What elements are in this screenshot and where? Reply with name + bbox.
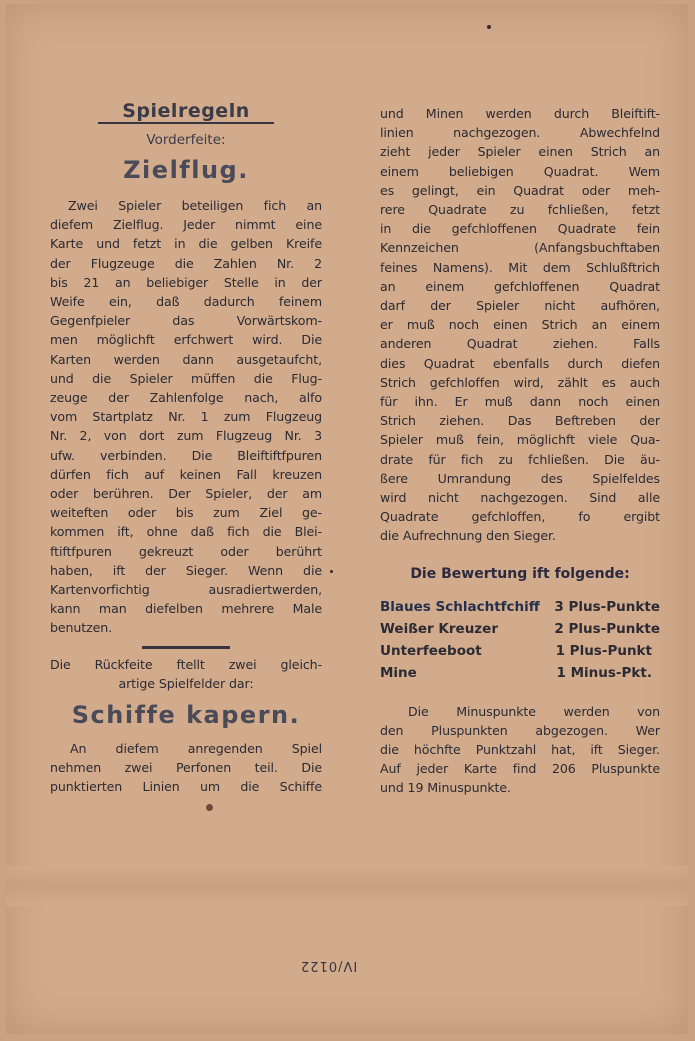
text-line: und Minen werden durch Bleiftift- [380, 106, 660, 121]
text-line: wird nicht nachgezogen. Sind alle [380, 490, 660, 506]
scoring-row [380, 596, 660, 618]
ink-spot [206, 804, 213, 811]
text-line: anderen Quadrat ziehen. Falls [380, 336, 660, 352]
ink-spot [330, 570, 333, 573]
text-line: punktierten Linien um die Schiffe [50, 779, 322, 795]
rules-title: Spielregeln [122, 100, 250, 122]
text-line: und 19 Minuspunkte. [380, 780, 511, 796]
text-line: linien nachgezogen. Abwechfelnd [380, 125, 660, 141]
game2-rules-start [50, 739, 322, 797]
text-line: feines Namens). Mit dem Schlußftrich [380, 259, 660, 275]
fold-crease [6, 866, 688, 906]
text-line: nehmen zwei Perfonen teil. Die [50, 760, 322, 776]
text-line: es gelingt, ein Quadrat oder meh- [380, 182, 660, 198]
text-line: vom Startplatz Nr. 1 zum Flugzeug [50, 409, 322, 425]
scoring-points: 1 Minus-Pkt. [556, 664, 652, 681]
text-line: zieht jeder Spieler einen Strich an [380, 144, 660, 160]
scoring-item: Mine [380, 664, 417, 681]
text-line: Auf jeder Karte find 206 Pluspunkte [380, 761, 660, 777]
game2-heading: Schiffe kapern. [71, 701, 301, 730]
scoring-title: Die Bewertung ift folgende: [410, 565, 630, 582]
text-line: kann man diefelben mehrere Male [50, 601, 322, 617]
text-line: einem beliebigen Quadrat. Wem [380, 163, 660, 179]
text-line: ßere Umrandung des Spielfeldes [380, 470, 660, 486]
game1-rules [50, 196, 322, 638]
title-underline [98, 122, 274, 124]
text-line: Weife ein, daß dadurch feinem [50, 294, 322, 310]
ink-spot [487, 25, 491, 29]
scoring-row [380, 662, 660, 684]
text-line: für ihn. Er muß dann noch einen [380, 394, 660, 410]
text-line: haben, ift der Sieger. Wenn die [50, 562, 322, 578]
text-line: Quadrate gefchloffen, fo ergibt [380, 509, 660, 525]
scoring-notes [380, 702, 660, 798]
text-line: darf der Spieler nicht aufhören, [380, 298, 660, 314]
text-line: bis 21 an beliebiger Stelle in der [50, 274, 322, 290]
text-line: Strich ziehen. Das Beftreben der [380, 413, 660, 429]
scoring-item: Weißer Kreuzer [380, 620, 498, 637]
text-line: rere Quadrate zu fchließen, fetzt [380, 202, 660, 218]
print-code: IV/0122 [300, 958, 358, 973]
scoring-points: 1 Plus-Punkt [555, 642, 652, 659]
text-line: Karten werden dann ausgetaufcht, [50, 351, 322, 367]
text-line: ftiftfpuren gekreuzt oder berührt [50, 543, 322, 559]
scoring-points: 2 Plus-Punkte [554, 620, 660, 637]
scoring-item: Unterfeeboot [380, 642, 482, 659]
text-line: kommen ift, ohne daß fich die Blei- [50, 524, 322, 540]
text-line: die Aufrechnung den Sieger. [380, 528, 556, 544]
left-column [50, 100, 322, 797]
text-line: den Pluspunkten abgezogen. Wer [380, 722, 660, 738]
text-line: Strich gefchloffen wird, zählt es auch [380, 374, 660, 390]
scoring-row [380, 640, 660, 662]
text-line: Gegenfpieler das Vorwärtskom- [50, 313, 322, 329]
text-line: Zwei Spieler beteiligen fich an [68, 198, 322, 213]
text-line: diefem Zielflug. Jeder nimmt eine [50, 217, 322, 233]
text-line: men möglichft erfchwert wird. Die [50, 332, 322, 348]
text-line: Die Minuspunkte werden von [408, 703, 660, 719]
text-line: und die Spieler müffen die Flug- [50, 370, 322, 386]
back-side-intro [50, 655, 322, 693]
right-column [380, 104, 660, 798]
text-line: oder berühren. Der Spieler, der am [50, 486, 322, 502]
text-line: drate für fich zu fchließen. Die äu- [380, 451, 660, 467]
scoring-row [380, 618, 660, 640]
text-line: der Flugzeuge die Zahlen Nr. 2 [50, 255, 322, 271]
text-line: ufw. verbinden. Die Bleiftiftfpuren [50, 447, 322, 463]
text-line: Kennzeichen (Anfangsbuchftaben [380, 240, 660, 256]
text-line: benutzen. [50, 620, 113, 636]
scoring-item: Blaues Schlachtfchiff [380, 598, 540, 615]
text-line: an einem gefchloffenen Quadrat [380, 278, 660, 294]
text-line: zeuge der Zahlenfolge nach, alfo [50, 390, 322, 406]
text-line: dies Quadrat ebenfalls durch diefen [380, 355, 660, 371]
text-line: Karte und fetzt in die gelben Kreife [50, 236, 322, 252]
game1-heading: Zielflug. [123, 156, 249, 184]
game2-rules-continued [380, 104, 660, 546]
text-line: er muß noch einen Strich an einem [380, 317, 660, 333]
front-side-label: Vorderfeite: [146, 132, 226, 148]
text-line: Kartenvorfichtig ausradiertwerden, [50, 582, 322, 598]
scoring-table [380, 596, 660, 684]
text-line: artige Spielfelder dar: [118, 675, 254, 691]
text-line: in die gefchloffenen Quadrate fein [380, 221, 660, 237]
text-line: Die Rückfeite ftellt zwei gleich- [50, 656, 322, 672]
scoring-points: 3 Plus-Punkte [554, 598, 660, 615]
text-line: weiteften oder bis zum Ziel ge- [50, 505, 322, 521]
section-divider [142, 646, 230, 649]
text-line: dürfen fich auf keinen Fall kreuzen [50, 466, 322, 482]
text-line: Spieler muß fein, möglichft viele Qua- [380, 432, 660, 448]
text-line: Nr. 2, von dort zum Flugzeug Nr. 3 [50, 428, 322, 444]
text-line: An diefem anregenden Spiel [70, 741, 322, 757]
text-line: die höchfte Punktzahl hat, ift Sieger. [380, 742, 660, 758]
